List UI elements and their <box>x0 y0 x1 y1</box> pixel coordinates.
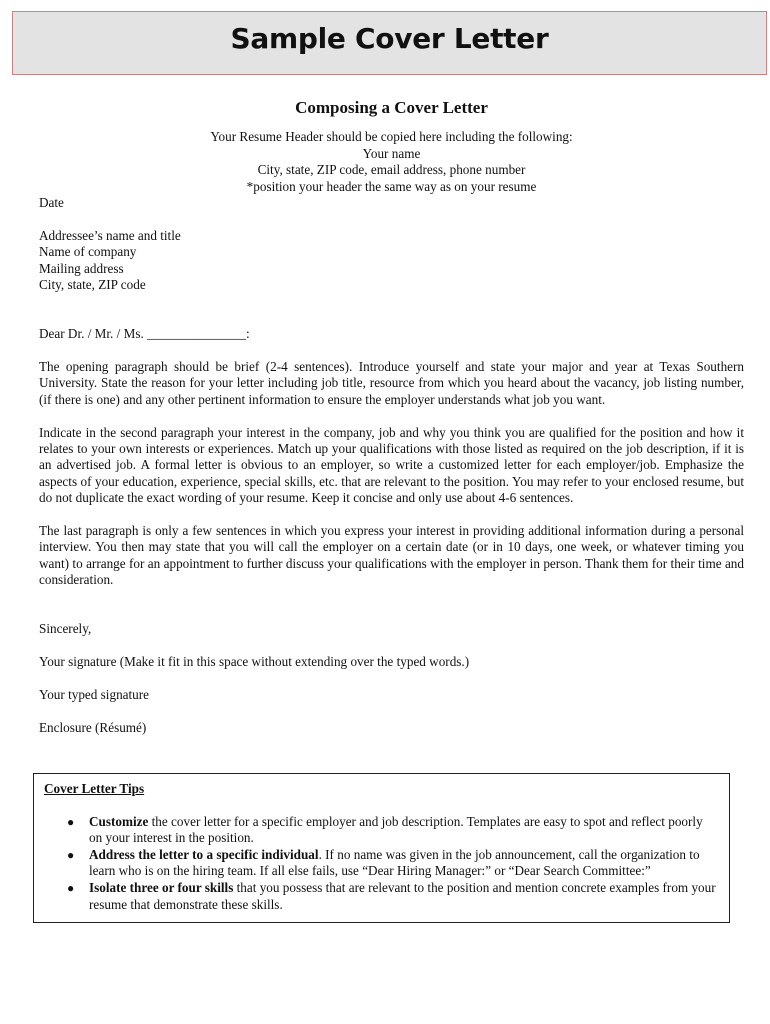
resume-header-instructions <box>39 129 744 195</box>
bullet-icon: ● <box>67 814 75 829</box>
header-line: City, state, ZIP code, email address, phone number <box>257 162 526 178</box>
addressee-line: Mailing address <box>39 260 124 276</box>
enclosure-line: Enclosure (Résumé) <box>39 719 147 735</box>
opening-paragraph: The opening paragraph should be brief (2-4 sentences). Introduce yourself and state your major and year at Texas Southern University. State the reason for your letter including job title, resource from which you heard about the vacancy, job listing number, (if there is one) and any other pertinent information to ensure the employer understands what job you want. <box>39 359 744 407</box>
closing-sincerely: Sincerely, <box>39 621 92 637</box>
tip-bold-lead: Address the letter to a specific individual <box>89 846 319 862</box>
page-title: Sample Cover Letter <box>230 22 549 55</box>
tip-item <box>67 813 719 847</box>
last-paragraph: The last paragraph is only a few sentences in which you express your interest in providing additional information during a personal interview. You then may state that you will call the employer on a certain date (or in 10 days, one week, or whatever timing you want) to arrange for an appointment to further discuss your qualifications with the employer in person. Thank them for their time and consideration. <box>39 523 744 588</box>
addressee-line: Addressee’s name and title <box>39 227 181 243</box>
letter-body <box>39 100 744 736</box>
date-line: Date <box>39 195 64 211</box>
addressee-line: Name of company <box>39 244 137 260</box>
bullet-icon: ● <box>67 847 75 862</box>
tip-text: that you possess that are relevant to the position and mention concrete examples from your resume that demonstrate these skills. <box>89 879 716 912</box>
header-line: *position your header the same way as on your resume <box>246 178 537 194</box>
signature-line: Your signature (Make it fit in this space without extending over the typed words.) <box>39 654 470 670</box>
second-paragraph: Indicate in the second paragraph your interest in the company, job and why you think you are qualified for the position and how it relates to your own interests or experiences. Match up your qualifications with those listed as required on the job description, if it is an advertised job. A formal letter is obvious to an employer, so write a customized letter for each employer/job. Emphasize the aspects of your education, experience, special skills, etc. that are relevant to the position. You may refer to your enclosed resume, but do not duplicate the exact wording of your resume. Keep it concise and only use about 4-6 sentences. <box>39 424 744 506</box>
bullet-icon: ● <box>67 880 75 895</box>
addressee-block <box>39 228 744 294</box>
tip-text: the cover letter for a specific employer and job description. Templates are easy to spot and reflect poorly on your interest in the position. <box>89 813 703 846</box>
tips-title: Cover Letter Tips <box>44 781 145 796</box>
addressee-line: City, state, ZIP code <box>39 277 146 293</box>
tip-text: . If no name was given in the job announcement, call the organization to learn who is on the hiring team. If all else fails, use “Dear Hiring Manager:” or “Dear Search Committee:” <box>89 846 700 879</box>
section-subtitle: Composing a Cover Letter <box>295 98 488 117</box>
tip-item <box>67 879 719 913</box>
typed-signature-line: Your typed signature <box>39 687 150 703</box>
title-banner <box>12 11 767 75</box>
header-line: Your Resume Header should be copied here including the following: <box>210 129 573 145</box>
tip-bold-lead: Customize <box>89 813 149 829</box>
cover-letter-tips-box <box>33 773 730 923</box>
tip-item <box>67 846 719 880</box>
tips-list <box>44 814 719 914</box>
salutation: Dear Dr. / Mr. / Ms. _______________: <box>39 326 250 342</box>
header-line: Your name <box>362 145 421 161</box>
tip-bold-lead: Isolate three or four skills <box>89 879 234 895</box>
